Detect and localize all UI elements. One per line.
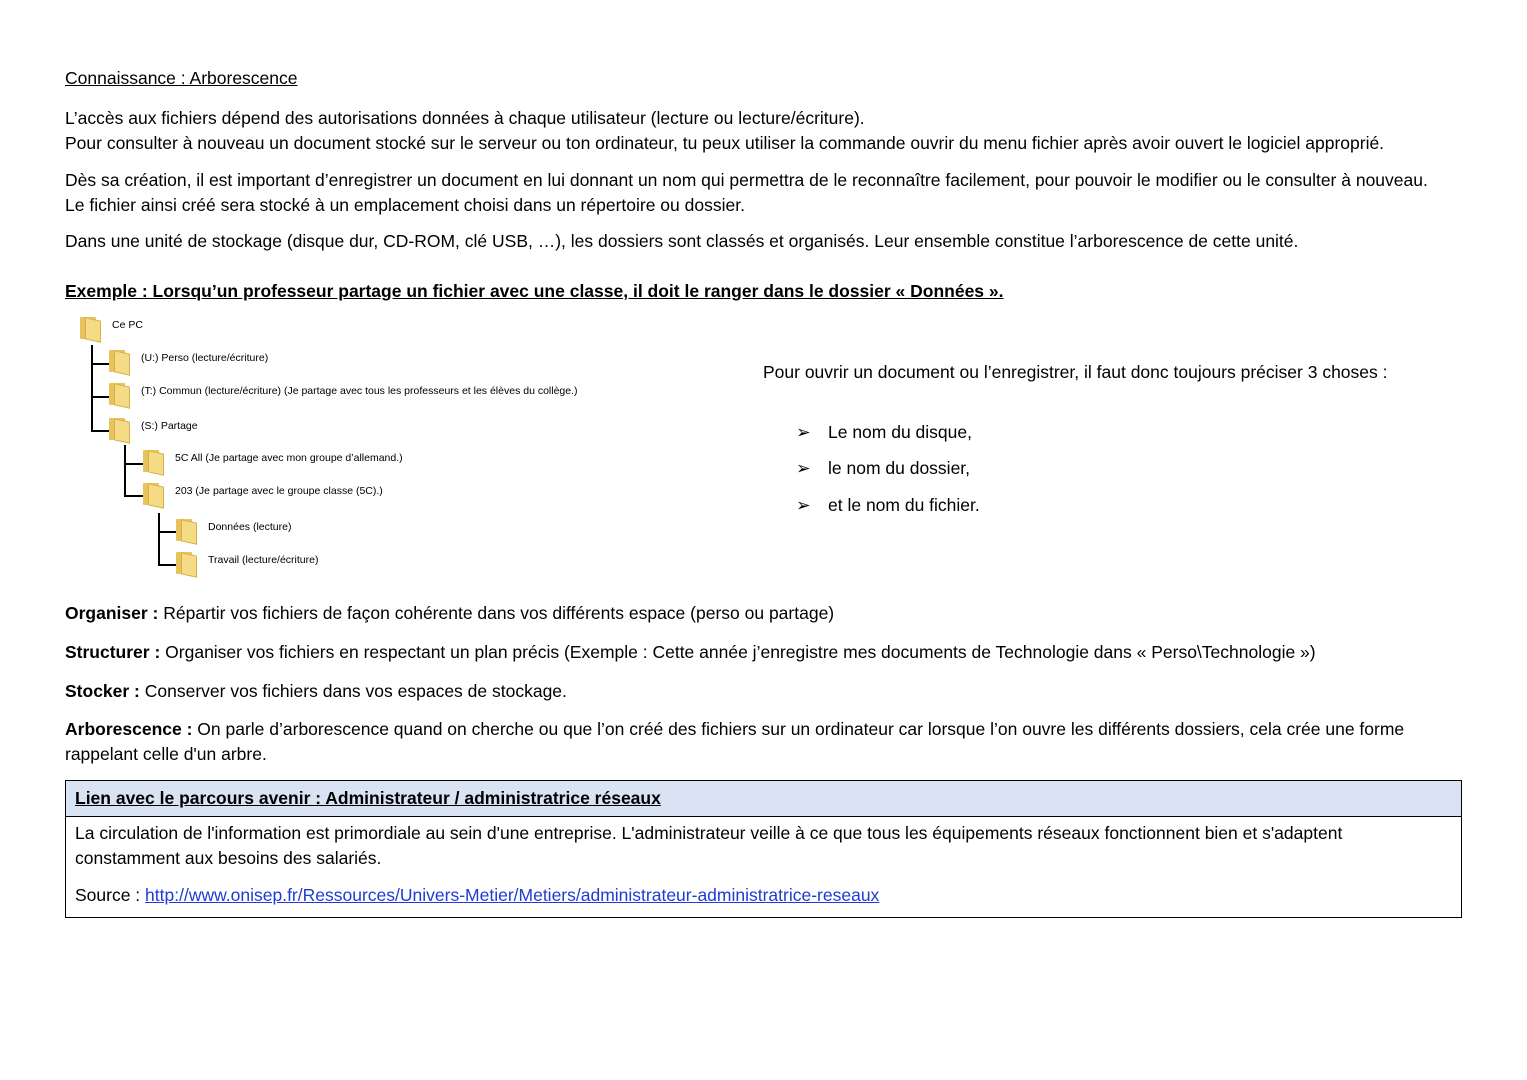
folder-icon — [141, 448, 167, 474]
source-label: Source : — [75, 885, 146, 905]
career-link-title-text: Lien avec le parcours avenir : Administrateur / administratrice réseaux — [75, 788, 661, 808]
definition-stocker — [65, 679, 567, 704]
folder-tree — [60, 305, 760, 595]
definition-term: Arborescence : — [65, 719, 193, 739]
list-item — [796, 495, 980, 521]
intro-paragraph-4: Dans une unité de stockage (disque dur, CD-ROM, clé USB, …), les dossiers sont classés et organisés. Leur ensemble constitue l’arborescence de cette unité. — [65, 231, 1299, 251]
career-link-box — [65, 780, 1462, 918]
intro-paragraph-2: Pour consulter à nouveau un document stocké sur le serveur ou ton ordinateur, tu peux utiliser la commande ouvrir du menu fichier après avoir ouvert le logiciel approprié. — [65, 133, 1385, 153]
example-title: Exemple : Lorsqu’un professeur partage un fichier avec une classe, il doit le ranger dans le dossier « Données ». — [65, 281, 1004, 301]
choose-intro: Pour ouvrir un document ou l’enregistrer, il faut donc toujours préciser 3 choses : — [763, 362, 1388, 382]
definition-text: Organiser vos fichiers en respectant un plan précis (Exemple : Cette année j’enregistre mes documents de Technologie dans « Perso\Technologie ») — [160, 642, 1316, 662]
definition-organiser — [65, 601, 834, 626]
tree-line — [124, 445, 126, 496]
list-item — [796, 458, 970, 484]
tree-node-label: Données (lecture) — [208, 521, 292, 533]
folder-icon — [107, 381, 133, 407]
list-item-text: le nom du dossier, — [828, 458, 971, 478]
tree-node-label: (S:) Partage — [141, 420, 198, 432]
folder-icon — [174, 550, 200, 576]
intro-paragraph-3: Dès sa création, il est important d’enregistrer un document en lui donnant un nom qui permettra de le reconnaître facilement, pour pouvoir le modifier ou le consulter à nouveau. Le fichier ainsi créé sera stocké à un emplacement choisi dans un répertoire ou dossier. — [65, 170, 1428, 215]
source-line — [75, 883, 1452, 908]
folder-icon — [141, 481, 167, 507]
definition-text: Conserver vos fichiers dans vos espaces de stockage. — [139, 681, 567, 701]
definition-term: Stocker : — [65, 681, 140, 701]
definition-arborescence — [65, 717, 1465, 767]
definition-term: Organiser : — [65, 603, 159, 623]
arrow-bullet-icon: ➢ — [796, 495, 811, 515]
tree-node-label: (U:) Perso (lecture/écriture) — [141, 352, 269, 364]
source-link[interactable]: http://www.onisep.fr/Ressources/Univers-Metier/Metiers/administrateur-administratrice-reseaux — [145, 885, 880, 905]
list-item — [796, 422, 972, 448]
tree-node-label: 5C All (Je partage avec mon groupe d’allemand.) — [175, 452, 403, 464]
tree-node-label: 203 (Je partage avec le groupe classe (5C).) — [175, 485, 383, 497]
folder-icon — [78, 315, 104, 341]
definition-text: Répartir vos fichiers de façon cohérente dans vos différents espace (perso ou partage) — [158, 603, 835, 623]
arrow-bullet-icon: ➢ — [796, 422, 811, 442]
tree-node-label: Ce PC — [112, 319, 143, 331]
tree-line — [91, 345, 93, 431]
career-link-description: La circulation de l'information est primordiale au sein d'une entreprise. L'administrateur veille à ce que tous les équipements réseaux fonctionnent bien et s'adaptent constamment aux besoins des salariés. — [75, 823, 1343, 868]
list-item-text: Le nom du disque, — [828, 422, 972, 442]
folder-icon — [107, 348, 133, 374]
tree-line — [158, 513, 160, 565]
list-item-text: et le nom du fichier. — [828, 495, 980, 515]
intro-paragraph-1: L’accès aux fichiers dépend des autorisations données à chaque utilisateur (lecture ou lecture/écriture). — [65, 108, 865, 128]
tree-node-label: (T:) Commun (lecture/écriture) (Je partage avec tous les professeurs et les élèves du collège.) — [141, 385, 578, 397]
career-link-body — [66, 817, 1461, 912]
definition-text: On parle d’arborescence quand on cherche ou que l’on créé des fichiers sur un ordinateur car lorsque l’on ouvre les différents dossiers, cela crée une forme rappelant celle d'un arbre. — [65, 719, 1405, 764]
section-title: Connaissance : Arborescence — [65, 68, 298, 88]
tree-node-label: Travail (lecture/écriture) — [208, 554, 319, 566]
folder-icon — [174, 517, 200, 543]
folder-icon — [107, 416, 133, 442]
definition-structurer — [65, 640, 1316, 665]
definition-term: Structurer : — [65, 642, 161, 662]
arrow-bullet-icon: ➢ — [796, 458, 811, 478]
career-link-title — [66, 781, 1461, 817]
